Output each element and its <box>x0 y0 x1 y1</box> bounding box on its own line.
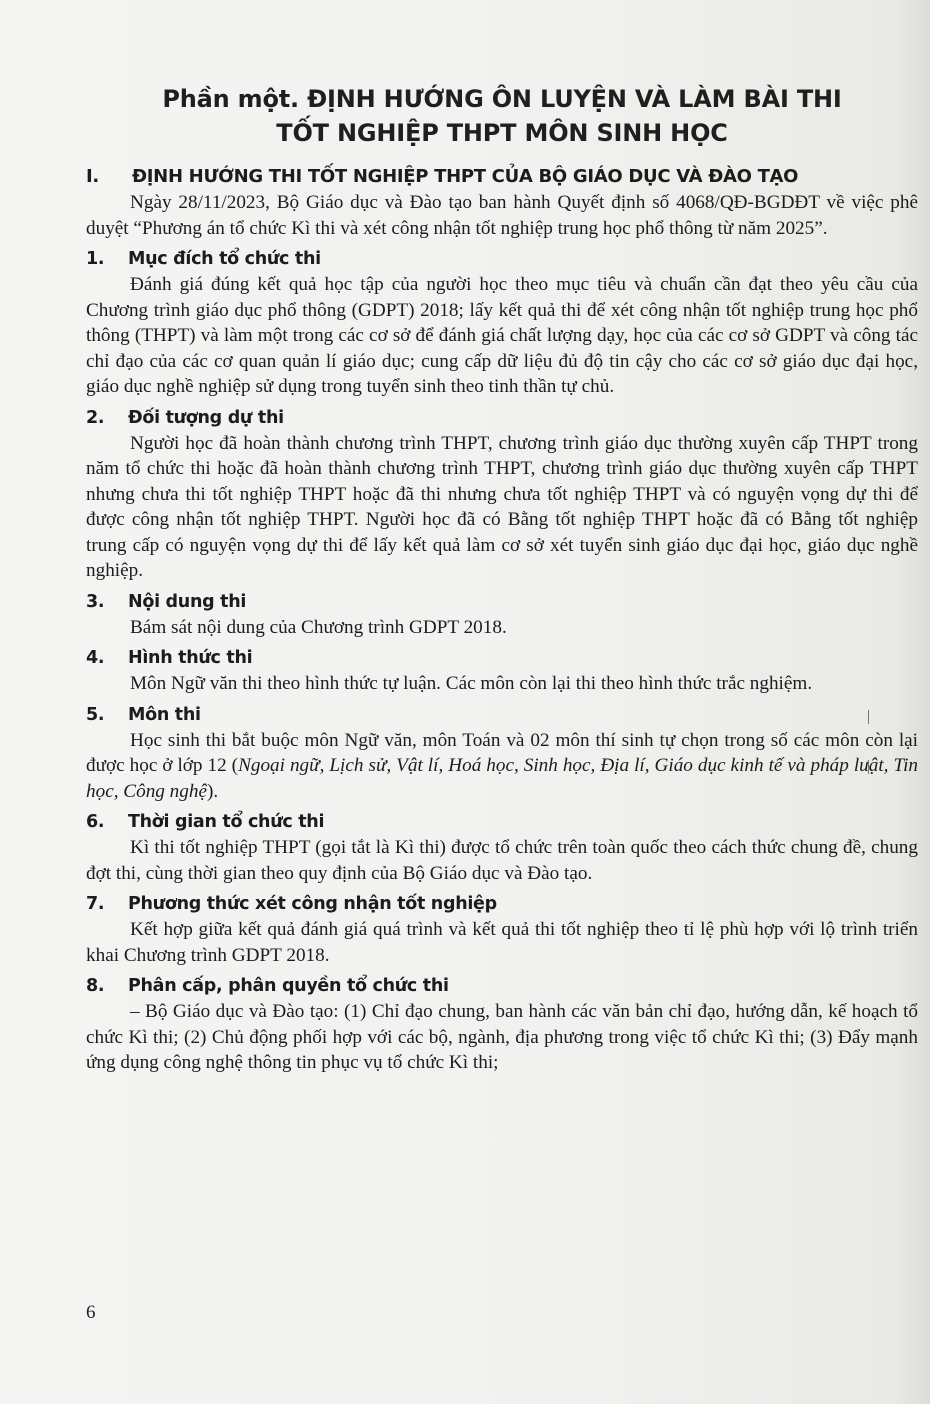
item-number: 7. <box>86 894 105 914</box>
item-title: Phương thức xét công nhận tốt nghiệp <box>128 894 497 914</box>
item-number: 5. <box>86 704 105 725</box>
item-heading-2 <box>86 406 918 431</box>
item-title: Phân cấp, phân quyền tổ chức thi <box>128 976 449 996</box>
item-title: Nội dung thi <box>128 591 247 612</box>
item-heading-8 <box>86 974 918 999</box>
item-number: 6. <box>86 812 105 832</box>
section-number: I. <box>86 166 99 187</box>
item-text-1: Đánh giá đúng kết quả học tập của người học theo mục tiêu và chuẩn cần đạt theo yêu cầu của Chương trình giáo dục phổ thông (GDPT) 2018; lấy kết quả thi để xét công nhận tốt nghiệp trung học phổ thông (THPT) và làm một trong các cơ sở để đánh giá chất lượng dạy, học của các cơ sở GDPT và công tác chỉ đạo của các cơ quan quản lí giáo dục; cung cấp dữ liệu đủ độ tin cậy cho các cơ sở giáo dục đại học, giáo dục nghề nghiệp sử dụng trong tuyển sinh theo tinh thần tự chủ. <box>86 274 918 397</box>
item-number: 4. <box>86 648 105 668</box>
item-title: Mục đích tổ chức thi <box>128 249 321 269</box>
item-text-6: Kì thi tốt nghiệp THPT (gọi tắt là Kì thi) được tổ chức trên toàn quốc theo cách thức chung đề, chung đợt thi, cùng thời gian theo quy định của Bộ Giáo dục và Đào tạo. <box>86 837 918 884</box>
item-heading-4 <box>86 646 918 671</box>
title-line-1: Phần một. ĐỊNH HƯỚNG ÔN LUYỆN VÀ LÀM BÀI THI <box>162 85 842 113</box>
item-text-5-subjects: Ngoại ngữ, Lịch sử, Vật lí, Hoá học, Sinh học, Địa lí, Giáo dục kinh tế và pháp luật, Tin học, Công nghệ <box>86 755 918 802</box>
section-title: ĐỊNH HƯỚNG THI TỐT NGHIỆP THPT CỦA BỘ GIÁO DỤC VÀ ĐÀO TẠO <box>132 166 799 187</box>
item-number: 2. <box>86 407 105 428</box>
item-text-5 <box>86 728 918 805</box>
item-title: Thời gian tổ chức thi <box>128 812 325 832</box>
item-heading-5 <box>86 703 918 728</box>
item-heading-6 <box>86 810 918 835</box>
section-intro: Ngày 28/11/2023, Bộ Giáo dục và Đào tạo ban hành Quyết định số 4068/QĐ-BGDĐT về việc phê duyệt “Phương án tổ chức Kì thi và xét công nhận tốt nghiệp trung học phổ thông từ năm 2025”. <box>86 192 918 239</box>
item-heading-3 <box>86 590 918 615</box>
item-text-5-tail: ). <box>206 780 219 802</box>
item-heading-7 <box>86 892 918 917</box>
item-text-3: Bám sát nội dung của Chương trình GDPT 2018. <box>130 616 507 638</box>
item-number: 1. <box>86 249 105 269</box>
item-text-4: Môn Ngữ văn thi theo hình thức tự luận. Các môn còn lại thi theo hình thức trắc nghiệm. <box>130 673 813 694</box>
page-title <box>86 82 918 150</box>
section-heading <box>86 164 918 190</box>
item-text-2: Người học đã hoàn thành chương trình THPT, chương trình giáo dục thường xuyên cấp THPT trong năm tổ chức thi hoặc đã hoàn thành chương trình THPT, chương trình giáo dục thường xuyên cấp THPT nhưng chưa thi tốt nghiệp THPT hoặc đã thi nhưng chưa tốt nghiệp THPT và có nguyện vọng dự thi để được công nhận tốt nghiệp THPT. Người học đã có Bằng tốt nghiệp THPT hoặc đã có Bằng tốt nghiệp trung cấp có nguyện vọng dự thi để lấy kết quả làm cơ sở xét tuyển sinh giáo dục đại học, giáo dục nghề nghiệp. <box>86 432 918 581</box>
item-heading-1 <box>86 247 918 272</box>
item-text-5-main: Học sinh thi bắt buộc môn Ngữ văn, môn Toán và 02 môn thí sinh tự chọn trong số các môn còn lại được học ở lớp 12 ( <box>86 729 918 776</box>
item-title: Hình thức thi <box>128 648 253 668</box>
item-title: Đối tượng dự thi <box>128 407 284 428</box>
item-number: 3. <box>86 591 105 612</box>
page-number: 6 <box>86 1302 96 1323</box>
page-content <box>86 82 918 1076</box>
item-text-7: Kết hợp giữa kết quả đánh giá quá trình và kết quả thi tốt nghiệp theo tỉ lệ phù hợp với lộ trình triển khai Chương trình GDPT 2018. <box>86 919 918 966</box>
item-title: Môn thi <box>128 704 201 725</box>
item-text-8: – Bộ Giáo dục và Đào tạo: (1) Chỉ đạo chung, ban hành các văn bản chỉ đạo, hướng dẫn, kế hoạch tổ chức Kì thi; (2) Chủ động phối hợp với các bộ, ngành, địa phương trong việc tổ chức Kì thi; (3) Đẩy mạnh ứng dụng công nghệ thông tin phục vụ tổ chức Kì thi; <box>86 1001 918 1073</box>
title-line-2: TỐT NGHIỆP THPT MÔN SINH HỌC <box>276 119 728 147</box>
item-number: 8. <box>86 976 105 996</box>
